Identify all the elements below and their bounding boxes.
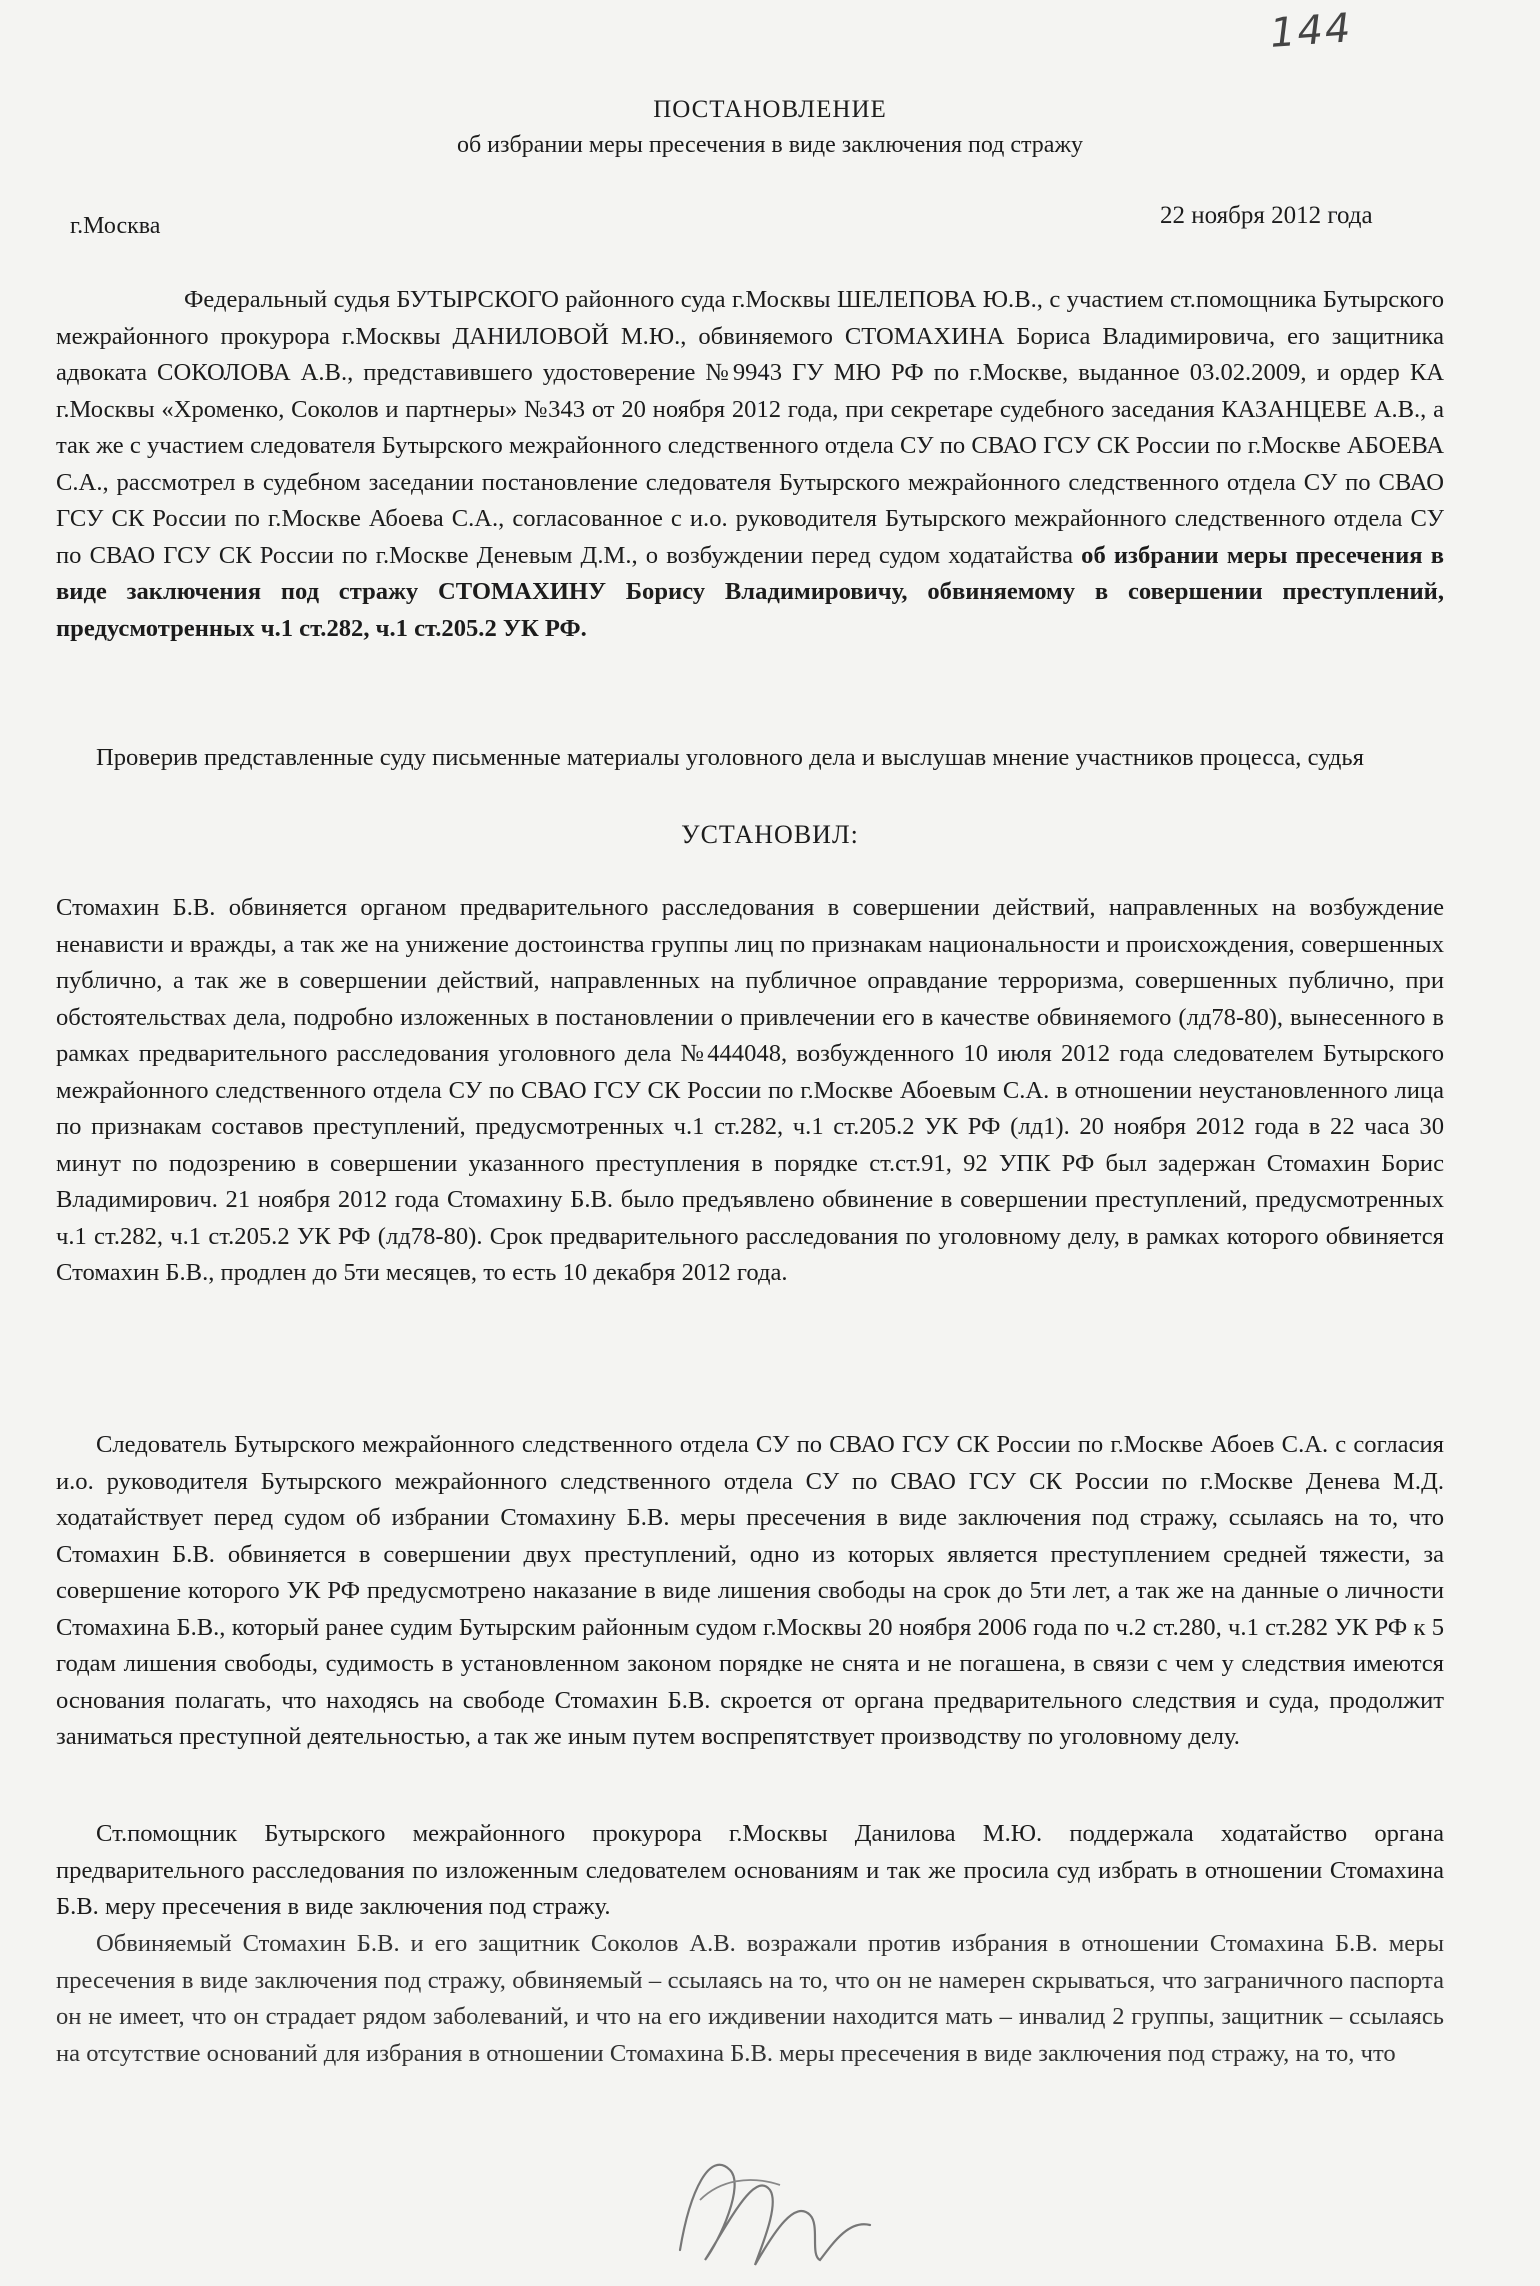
intro-bold-text: об избрании меры пресечения в виде заключения под стражу СТОМАХИНУ Борису Владимировичу, обвиняемому в совершении преступлений, предусмотренных ч.1 ст.282, ч.1 ст.205.2 УК РФ.: [56, 541, 1444, 642]
page-number: 144: [1268, 5, 1354, 57]
heading-established: УСТАНОВИЛ:: [681, 820, 859, 849]
paragraph: Стомахин Б.В. обвиняется органом предварительного расследования в совершении действий, направленных на возбуждение ненависти и вражды, а так же на унижение достоинства группы лиц по признакам национальности и происхождения, совершенных публично, а так же в совершении действий, направленных на публичное оправдание терроризма, совершенных публично, при обстоятельствах дела, подробно изложенных в постановлении о привлечении его в качестве обвиняемого (лд78-80), вынесенного в рамках предварительного расследования уголовного дела №444048, возбужденного 10 июля 2012 года следователем Бутырского межрайонного следственного отдела СУ по СВАО ГСУ СК России по г.Москве Абоевым С.А. в отношении неустановленного лица по признакам составов преступлений, предусмотренных ч.1 ст.282, ч.1 ст.205.2 УК РФ (лд1). 20 ноября 2012 года в 22 часа 30 минут по подозрению в совершении указанного преступления в порядке ст.ст.91, 92 УПК РФ был задержан Стомахин Борис Владимирович. 21 ноября 2012 года Стомахину Б.В. было предъявлено обвинение в совершении преступлений, предусмотренных ч.1 ст.282, ч.1 ст.205.2 УК РФ (лд78-80). Срок предварительного расследования по уголовному делу, в рамках которого обвиняется Стомахин Б.В., продлен до 5ти месяцев, то есть 10 декабря 2012 года.: [56, 894, 1444, 1286]
document-date: 22 ноября 2012 года: [1160, 202, 1373, 229]
signature-icon: [660, 2130, 900, 2280]
check-paragraph: Проверив представленные суду письменные материалы уголовного дела и выслушав мнение участников процесса, судья: [96, 744, 1364, 771]
paragraph: Обвиняемый Стомахин Б.В. и его защитник Соколов А.В. возражали против избрания в отношении Стомахина Б.В. меры пресечения в виде заключения под стражу, обвиняемый – ссылаясь на то, что он не намерен скрываться, что заграничного паспорта он не имеет, что он страдает рядом заболеваний, и что на его иждивении находится мать – инвалид 2 группы, защитник – ссылаясь на отсутствие оснований для избрания в отношении Стомахина Б.В. меры пресечения в виде заключения под стражу, на то, что: [56, 1930, 1444, 2067]
intro-text: Федеральный судья БУТЫРСКОГО районного суда г.Москвы ШЕЛЕПОВА Ю.В., с участием ст.помощника Бутырского межрайонного прокурора г.Москвы ДАНИЛОВОЙ М.Ю., обвиняемого СТОМАХИНА Бориса Владимировича, его защитника адвоката СОКОЛОВА А.В., представившего удостоверение №9943 ГУ МЮ РФ по г.Москве, выданное 03.02.2009, и ордер КА г.Москвы «Хроменко, Соколов и партнеры» №343 от 20 ноября 2012 года, при секретаре судебного заседания КАЗАНЦЕВЕ А.В., а так же с участием следователя Бутырского межрайонного следственного отдела СУ по СВАО ГСУ СК России по г.Москве АБОЕВА С.А., рассмотрел в судебном заседании постановление следователя Бутырского межрайонного следственного отдела СУ по СВАО ГСУ СК России по г.Москве Абоева С.А., согласованное с и.о. руководителя Бутырского межрайонного следственного отдела СУ по СВАО ГСУ СК России по г.Москве Деневым Д.М., о возбуждении перед судом ходатайства: [56, 286, 1444, 569]
intro-paragraph: [56, 282, 1444, 647]
document-subtitle: об избрании меры пресечения в виде заключения под стражу: [456, 132, 1084, 158]
paragraph: Ст.помощник Бутырского межрайонного прокурора г.Москвы Данилова М.Ю. поддержала ходатайство органа предварительного расследования по изложенным следователем основаниям и так же просила суд избрать в отношении Стомахина Б.В. меру пресечения в виде заключения под стражу.: [56, 1820, 1444, 1920]
city: г.Москва: [70, 213, 161, 239]
document-title: ПОСТАНОВЛЕНИЕ: [653, 96, 887, 123]
paragraph: Следователь Бутырского межрайонного следственного отдела СУ по СВАО ГСУ СК России по г.Москве Абоев С.А. с согласия и.о. руководителя Бутырского межрайонного следственного отдела СУ по СВАО ГСУ СК России по г.Москве Денева М.Д. ходатайствует перед судом об избрании Стомахину Б.В. меры пресечения в виде заключения под стражу, ссылаясь на то, что Стомахин Б.В. обвиняется в совершении двух преступлений, одно из которых является преступлением средней тяжести, за совершение которого УК РФ предусмотрено наказание в виде лишения свободы на срок до 5ти лет, а так же на данные о личности Стомахина Б.В., который ранее судим Бутырским районным судом г.Москвы 20 ноября 2006 года по ч.2 ст.280, ч.1 ст.282 УК РФ к 5 годам лишения свободы, судимость в установленном законом порядке не снята и не погашена, в связи с чем у следствия имеются основания полагать, что находясь на свободе Стомахин Б.В. скроется от органа предварительного следствия и суда, продолжит заниматься преступной деятельностью, а так же иным путем воспрепятствует производству по уголовному делу.: [56, 1431, 1444, 1750]
